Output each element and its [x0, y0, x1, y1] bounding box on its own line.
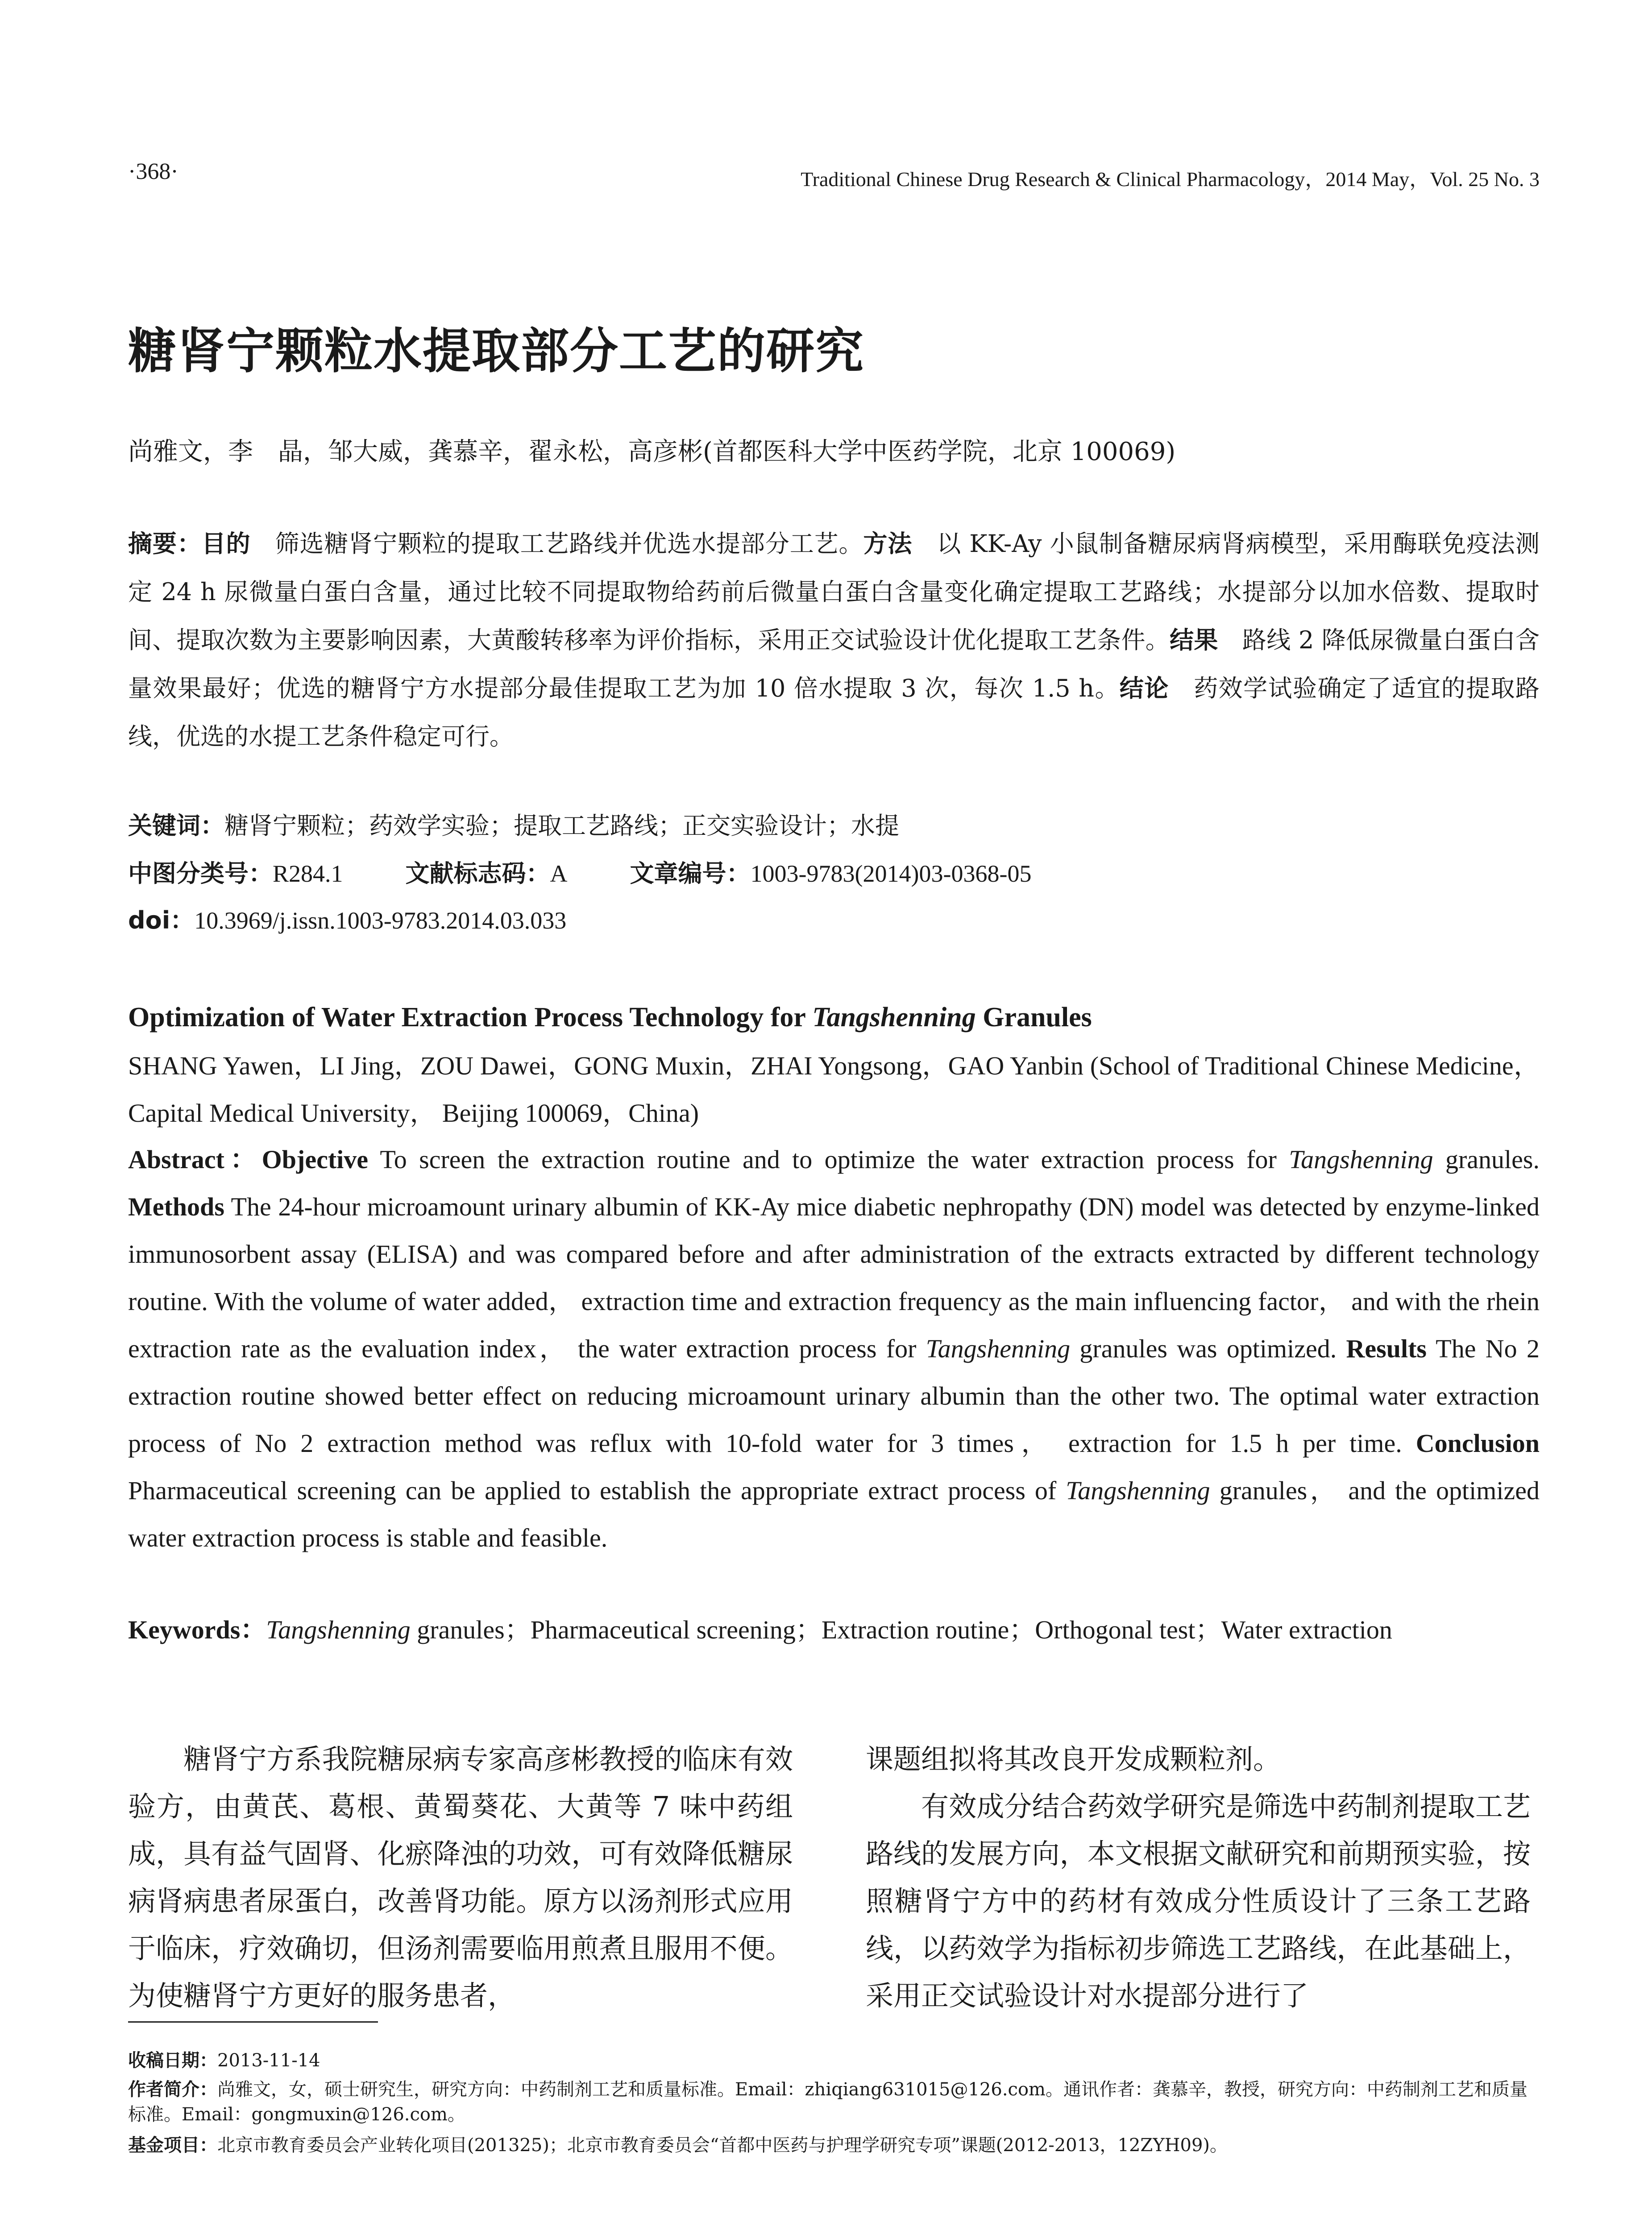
- methods-label-cn: 方法: [863, 530, 913, 558]
- keywords-text-cn: 糖肾宁颗粒；药效学实验；提取工艺路线；正交实验设计；水提: [224, 812, 899, 840]
- methods-text-cn: 以 KK-Ay 小鼠制备糖尿病肾病模型，采用酶联免疫法测定 24 h 尿微量白蛋白含量，通过比较不同提取物给药前后微量白蛋白含量变化确定提取工艺路线；水提部分以加水倍数、提取时间、提取次数为主要影响因素，大黄酸转移率为评价指标，采用正交试验设计优化提取工艺条件。: [128, 530, 1540, 654]
- author-info-label: 作者简介：: [128, 2079, 217, 2100]
- conclusion-text-cn: 药效学试验确定了适宜的提取路线，优选的水提工艺条件稳定可行。: [128, 674, 1540, 751]
- objective-text-en: To screen the extraction routine and to optimize the water extraction process for: [368, 1145, 1289, 1174]
- title-en-italic: Tangshenning: [812, 1002, 976, 1033]
- abstract-label-cn: 摘要：: [128, 530, 202, 558]
- methods-text-en: The 24-hour microamount urinary albumin of KK-Ay mice diabetic nephropathy (DN) model was detected by enzyme-linked immunosorbent assay (ELISA) and was compared before and after administration of the extracts extracted by different technology routine. With the volume of water added， extraction time and extraction frequency as the main influencing factor， and with the rhein extraction rate as the evaluation index， the water extraction process for: [128, 1192, 1540, 1363]
- journal-running-header: Traditional Chinese Drug Research & Clinical Pharmacology，2014 May，Vol. 25 No. 3: [801, 168, 1540, 191]
- footnote-author: [128, 2077, 1540, 2127]
- objective-text-en-end: granules.: [1433, 1145, 1540, 1174]
- keywords-text-en: granules；Pharmaceutical screening；Extraction routine；Orthogonal test；Water extraction: [410, 1615, 1392, 1644]
- authors-cn: 尚雅文，李 晶，邹大威，龚慕辛，翟永松，高彦彬(首都医科大学中医药学院，北京 100069): [128, 437, 1176, 466]
- keywords-label-cn: 关键词：: [128, 812, 224, 840]
- keywords-cn: [128, 807, 899, 841]
- footnote-fund: [128, 2133, 1540, 2158]
- doccode-value: A: [550, 860, 568, 887]
- methods-text-en-end: granules was optimized.: [1070, 1334, 1346, 1363]
- doccode-label: 文献标志码：: [405, 859, 550, 887]
- doi-value: 10.3969/j.issn.1003-9783.2014.03.033: [194, 907, 567, 934]
- fund-label: 基金项目：: [128, 2135, 217, 2156]
- conclusion-text-en-end: granules， and the optimized water extraction process is stable and feasible.: [128, 1476, 1540, 1552]
- abstract-label-en: Abstract：: [128, 1145, 262, 1174]
- doi-label: doi：: [128, 906, 195, 934]
- title-en-part2: Granules: [975, 1002, 1092, 1033]
- footnote-received: [128, 2048, 1540, 2073]
- articleno-value: 1003-9783(2014)03-0368-05: [750, 860, 1032, 887]
- objective-text-cn: 筛选糖肾宁颗粒的提取工艺路线并优选水提部分工艺。: [250, 530, 863, 558]
- objective-label-en: Objective: [261, 1145, 369, 1174]
- objective-italic-en: Tangshenning: [1289, 1145, 1433, 1174]
- received-date: 2013-11-14: [217, 2050, 320, 2071]
- received-label: 收稿日期：: [128, 2050, 217, 2071]
- title-en-part1: Optimization of Water Extraction Process Technology for: [128, 1002, 813, 1033]
- body-paragraph: 有效成分结合药效学研究是筛选中药制剂提取工艺路线的发展方向，本文根据文献研究和前期预实验，按照糖肾宁方中的药材有效成分性质设计了三条工艺路线，以药效学为指标初步筛选工艺路线，在此基础上，采用正交试验设计对水提部分进行了: [866, 1790, 1531, 2012]
- results-text-en: The No 2 extraction routine showed better effect on reducing microamount urinary albumin than the other two. The optimal water extraction process of No 2 extraction method was reflux with 10-fold water for 3 times， extraction for 1.5 h per time.: [128, 1334, 1540, 1458]
- authors-en: SHANG Yawen，LI Jing，ZOU Dawei，GONG Muxin，ZHAI Yongsong，GAO Yanbin (School of Traditional Chinese Medicine，Capital Medical University， Beijing 100069，China): [128, 1051, 1540, 1128]
- body-column-left: 糖肾宁方系我院糖尿病专家高彦彬教授的临床有效验方，由黄芪、葛根、黄蜀葵花、大黄等 7 味中药组成，具有益气固肾、化瘀降浊的功效，可有效降低糖尿病肾病患者尿蛋白，改善肾功能。原方以汤剂形式应用于临床，疗效确切，但汤剂需要临用煎煮且服用不便。为使糖肾宁方更好的服务患者，: [128, 1743, 793, 2012]
- body-column-right: [866, 1736, 1531, 2020]
- footnote-divider: [128, 2021, 378, 2023]
- methods-label-en: Methods: [128, 1192, 224, 1221]
- keywords-italic-en: Tangshenning: [266, 1615, 411, 1644]
- objective-label-cn: 目的: [201, 530, 251, 558]
- clc-label: 中图分类号：: [128, 859, 273, 887]
- conclusion-label-en: Conclusion: [1415, 1429, 1540, 1458]
- results-text-cn: 路线 2 降低尿微量白蛋白含量效果最好；优选的糖肾宁方水提部分最佳提取工艺为加 10 倍水提取 3 次，每次 1.5 h。: [128, 626, 1540, 702]
- classification-line: [128, 854, 1031, 889]
- article-title-en: [128, 1002, 1092, 1033]
- clc-value: R284.1: [273, 860, 343, 887]
- doi-line: [128, 901, 566, 936]
- methods-italic-en: Tangshenning: [926, 1334, 1071, 1363]
- body-paragraph: 课题组拟将其改良开发成颗粒剂。: [866, 1743, 1281, 1775]
- results-label-en: Results: [1346, 1334, 1427, 1363]
- keywords-en: [128, 1606, 1540, 1654]
- keywords-label-en: Keywords：: [128, 1615, 266, 1644]
- results-label-cn: 结果: [1170, 626, 1218, 654]
- abstract-en: [128, 1136, 1540, 1562]
- author-info-text: 尚雅文，女，硕士研究生，研究方向：中药制剂工艺和质量标准。Email：zhiqiang631015@126.com。通讯作者：龚慕辛，教授，研究方向：中药制剂工艺和质量标准。Email：gongmuxin@126.com。: [128, 2079, 1527, 2125]
- conclusion-italic-en: Tangshenning: [1066, 1476, 1210, 1505]
- article-title-cn: 糖肾宁颗粒水提取部分工艺的研究: [128, 323, 865, 379]
- fund-text: 北京市教育委员会产业转化项目(201325)；北京市教育委员会“首都中医药与护理学研究专项”课题(2012-2013，12ZYH09)。: [217, 2135, 1228, 2156]
- conclusion-label-cn: 结论: [1119, 674, 1169, 702]
- conclusion-text-en: Pharmaceutical screening can be applied to establish the appropriate extract process of: [128, 1476, 1066, 1505]
- page-number: ·368·: [128, 159, 178, 184]
- articleno-label: 文章编号：: [630, 859, 751, 887]
- abstract-cn: [128, 520, 1540, 761]
